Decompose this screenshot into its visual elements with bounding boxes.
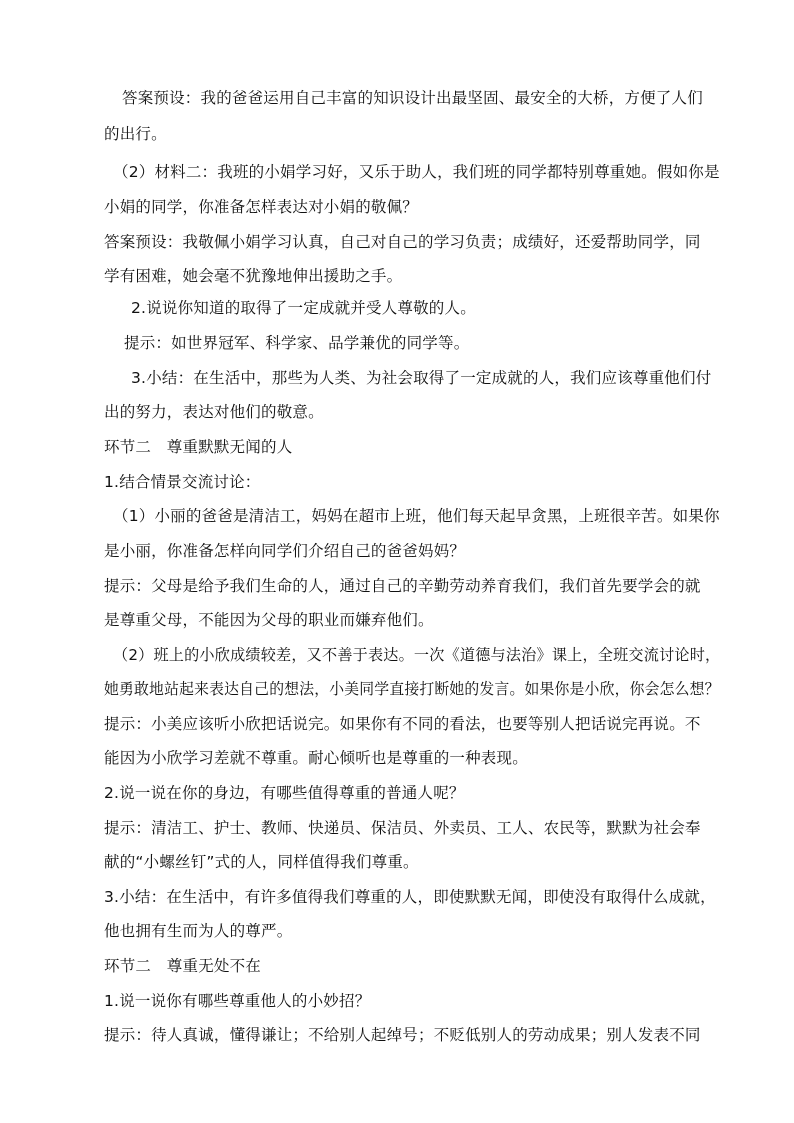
text-line: 2.说说你知道的取得了一定成就并受人尊敬的人。 [131, 299, 476, 317]
text-line: 能因为小欣学习差就不尊重。耐心倾听也是尊重的一种表现。 [104, 749, 528, 767]
text-line: 她勇敢地站起来表达自己的想法，小美同学直接打断她的发言。如果你是小欣，你会怎么想？ [104, 680, 720, 698]
text-line: 答案预设：我敬佩小娟学习认真，自己对自己的学习负责；成绩好，还爱帮助同学，同 [104, 233, 701, 251]
text-line: 3.小结：在生活中，有许多值得我们尊重的人，即使默默无闻，即使没有取得什么成就， [104, 888, 716, 906]
text-line: 小娟的同学，你准备怎样表达对小娟的敬佩？ [104, 198, 419, 216]
section-heading: 环节二 尊重默默无闻的人 [104, 438, 293, 456]
text-line: 是小丽，你准备怎样向同学们介绍自己的爸爸妈妈？ [104, 542, 466, 560]
text-line: 1.结合情景交流讨论： [104, 473, 261, 491]
text-line: 他也拥有生而为人的尊严。 [104, 922, 293, 940]
text-line: 提示：父母是给予我们生命的人，通过自己的辛勤劳动养育我们，我们首先要学会的就 [104, 577, 701, 595]
text-line: （1）小丽的爸爸是清洁工，妈妈在超市上班，他们每天起早贪黑，上班很辛苦。如果你 [113, 507, 720, 525]
section-heading: 环节二 尊重无处不在 [104, 957, 262, 975]
text-line: 提示：如世界冠军、科学家、品学兼优的同学等。 [124, 334, 470, 352]
text-line: 提示：小美应该听小欣把话说完。如果你有不同的看法，也要等别人把话说完再说。不 [104, 715, 701, 733]
text-line: （2）班上的小欣成绩较差，又不善于表达。一次《道德与法治》课上，全班交流讨论时， [113, 646, 721, 664]
text-line: （2）材料二：我班的小娟学习好，又乐于助人，我们班的同学都特别尊重她。假如你是 [113, 163, 720, 181]
text-line: 2.说一说在你的身边，有哪些值得尊重的普通人呢？ [104, 784, 465, 802]
text-line: 献的“小螺丝钉”式的人，同样值得我们尊重。 [104, 853, 419, 871]
text-line: 是尊重父母，不能因为父母的职业而嫌弃他们。 [104, 611, 434, 629]
text-line: 学有困难，她会毫不犹豫地伸出援助之手。 [104, 267, 403, 285]
text-line: 的出行。 [104, 125, 167, 143]
text-line: 答案预设：我的爸爸运用自己丰富的知识设计出最坚固、最安全的大桥，方便了人们 [122, 89, 703, 107]
text-line: 提示：待人真诚，懂得谦让；不给别人起绰号；不贬低别人的劳动成果；别人发表不同 [104, 1026, 701, 1044]
text-line: 3.小结：在生活中，那些为人类、为社会取得了一定成就的人，我们应该尊重他们付 [131, 369, 712, 387]
text-line: 提示：清洁工、护士、教师、快递员、保洁员、外卖员、工人、农民等，默默为社会奉 [104, 819, 701, 837]
text-line: 出的努力，表达对他们的敬意。 [104, 403, 324, 421]
text-line: 1.说一说你有哪些尊重他人的小妙招？ [104, 992, 371, 1010]
